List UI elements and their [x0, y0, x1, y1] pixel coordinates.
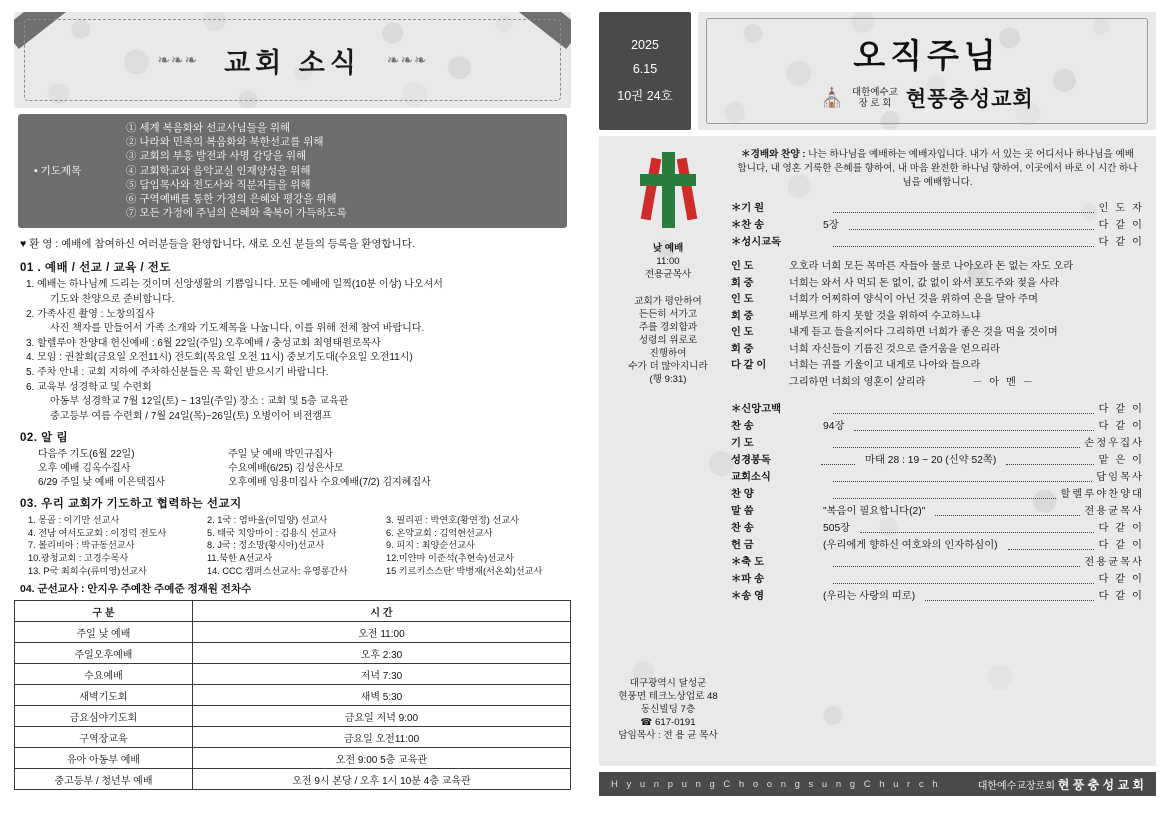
masthead-subline	[820, 83, 1033, 113]
responsive-line-tail	[731, 375, 1144, 392]
order-item-name: 찬 송	[731, 421, 754, 432]
order-item-person: 다 같 이	[1098, 574, 1144, 585]
right-page	[585, 0, 1170, 827]
table-row	[15, 748, 571, 769]
order-item	[731, 452, 1144, 469]
order-item-name: ＊성시교독	[731, 237, 782, 248]
dot-leader	[854, 430, 1094, 431]
dot-leader	[1008, 549, 1095, 550]
responsive-text: 내게 듣고 들을지어다 그리하면 너희가 좋은 것을 먹을 것이며	[789, 327, 1058, 338]
list-item: ③ 교회의 부흥 발전과 사명 감당을 위해	[126, 150, 307, 163]
cell-time: 오전 9:00 5층 교육관	[192, 748, 570, 769]
footer-denomination: 대한예수교장로회	[977, 780, 1055, 792]
dot-leader	[1006, 464, 1094, 465]
left-header-banner	[14, 12, 571, 108]
cell-category: 금요심야기도회	[15, 706, 193, 727]
order-item-name: 찬 양	[731, 489, 754, 500]
order-item-person: 다 같 이	[1098, 220, 1144, 231]
mission-row	[20, 539, 565, 552]
table-row	[15, 664, 571, 685]
order-item-name: ＊신앙고백	[731, 404, 782, 415]
list-item	[20, 381, 565, 395]
list-item-sub: 기도와 찬양으로 준비합니다.	[50, 294, 175, 306]
order-item	[731, 537, 1144, 554]
list-item-text: 예배는 하나님께 드리는 것이며 신앙생활의 기쁨입니다. 모든 예배에 일찍(10분 이상) 나오셔서	[37, 279, 443, 291]
list-item-no: 5.	[26, 366, 35, 378]
dot-leader	[833, 566, 1080, 567]
denomination-line2: 장 로 회	[858, 97, 892, 109]
prayer-topics-label: • 기도제목	[34, 165, 82, 178]
mission-cell: 3. 필리핀 : 박연호(황연정) 선교사	[386, 515, 520, 526]
mission-row	[20, 527, 565, 540]
order-item-person: 다 같 이	[1098, 523, 1144, 534]
order-item-person: 전용균목사	[1084, 557, 1144, 568]
list-item-text: 가족사진 촬영 : 노창의집사	[37, 308, 155, 320]
list-item-sub: 중고등부 여름 수련회 / 7월 24일(목)~26일(토) 오병이어 비전캠프	[50, 410, 332, 422]
responsive-speaker: 회 중	[731, 277, 754, 289]
order-item-person: 인 도 자	[1098, 203, 1144, 214]
church-cross-icon: ⛪	[820, 87, 845, 109]
order-item-person: 다 같 이	[1098, 404, 1144, 415]
table-row	[15, 643, 571, 664]
right-header	[599, 12, 1156, 130]
section-title-worship: 01 . 예배 / 선교 / 교육 / 전도	[20, 262, 172, 275]
footer-english-name: H y u n p u n g C h o o n g s u n g C h u r c h	[611, 778, 941, 790]
order-column	[727, 146, 1144, 756]
responsive-text: 배부르게 하지 못할 것을 위하여 수고하느냐	[789, 310, 981, 322]
list-item: ② 나라와 민족의 복음화와 북한선교를 위해	[126, 136, 324, 149]
dot-leader	[833, 583, 1094, 584]
leaf-ornament-icon: ❧❧❧	[386, 52, 428, 69]
masthead-title: 오직주님	[853, 36, 1001, 74]
order-item-name: ＊축 도	[731, 557, 765, 568]
order-item-detail: 94장	[823, 421, 845, 432]
page-title: 교회 소식	[224, 47, 361, 78]
order-item-name: ＊파 송	[731, 574, 765, 585]
notice-right: 수요예배(6/25) 김성은사모	[228, 462, 344, 474]
denomination-line1: 대한예수교	[852, 86, 898, 98]
responsive-speaker: 인 도	[731, 261, 754, 272]
verse-line: 진행하여	[649, 348, 687, 359]
notice-right: 오후예배 임용미집사 수요예배(7/2) 김지혜집사	[228, 476, 431, 488]
verse-line: 교회가 평안하여	[634, 296, 702, 307]
order-item	[731, 217, 1144, 234]
cell-category: 주일오후예배	[15, 643, 193, 664]
order-item-name: ＊송 영	[731, 591, 765, 602]
cell-category: 유아 아동부 예배	[15, 748, 193, 769]
order-item	[731, 200, 1144, 217]
cell-time: 오전 9시 본당 / 오후 1시 10분 4층 교육관	[192, 769, 570, 790]
service-label: 낮 예배	[652, 243, 684, 254]
order-item-name: 기 도	[731, 438, 754, 449]
praise-note-text: 나는 하나님을 예배하는 예배자입니다. 내가 서 있는 곳 어디서나 하나님을 예배합니다, 내 영혼 거룩한 은혜를 향하여, 내 마음 완전한 하나님 향하여, 이곳에서 바로 이 시간 하나님을 예배합니다.	[737, 149, 1138, 188]
mission-cell: 6. 온약교회 : 김억현선교사	[386, 527, 493, 538]
left-info-column	[609, 146, 727, 756]
table-row	[15, 769, 571, 790]
cell-time: 새벽 5:30	[192, 685, 570, 706]
order-item-name: 성경봉독	[731, 455, 771, 466]
dot-leader	[821, 464, 855, 465]
cell-category: 주일 낮 예배	[15, 622, 193, 643]
responsive-reading	[731, 259, 1144, 391]
list-item-no: 2.	[26, 308, 35, 320]
cell-time: 오후 2:30	[192, 643, 570, 664]
order-item-person: 담임목사	[1096, 472, 1144, 483]
right-footer	[599, 772, 1156, 796]
table-row	[15, 622, 571, 643]
order-item-person: 손정우집사	[1084, 438, 1144, 449]
verse-line: 든든히 서가고	[638, 309, 698, 320]
order-item-person: 다 같 이	[1098, 421, 1144, 432]
issue-year: 2025	[631, 38, 659, 52]
mission-cell: 4. 전남 여서도교회 : 이정덕 전도사	[28, 527, 167, 538]
order-item-detail: (우리에게 향하신 여호와의 인자하심이)	[823, 540, 998, 551]
order-item	[731, 554, 1144, 571]
green-red-cross-icon	[636, 152, 700, 228]
mission-cell: 10.광청교회 : 고경수목사	[28, 552, 129, 563]
responsive-line	[731, 342, 1144, 359]
left-header-frame	[24, 19, 561, 101]
list-item-sub: 아동부 성경학교 7월 12일(토) ~ 13일(주일) 장소 : 교회 및 5층 교육관	[50, 396, 349, 408]
notice-left: 오후 예배 김옥수집사	[38, 462, 131, 474]
notice-left: 6/29 주일 낮 예배 이은택집사	[38, 476, 166, 488]
cell-category: 구역장교육	[15, 727, 193, 748]
address-line: 대구광역시 달성군	[629, 678, 707, 689]
order-item	[731, 435, 1144, 452]
order-item	[731, 234, 1144, 251]
order-item-name: 찬 송	[731, 523, 754, 534]
prayer-topics-box	[18, 114, 567, 228]
responsive-speaker: 인 도	[731, 327, 754, 338]
notice-right: 주일 낮 예배 박민규집사	[228, 449, 333, 461]
order-item-name: 교회소식	[731, 472, 771, 483]
address-line: 현풍면 테크노상업로 48	[618, 691, 718, 702]
section-worship-body	[14, 278, 571, 423]
table-row	[15, 727, 571, 748]
order-item-person: 맡 은 이	[1098, 455, 1144, 466]
notice-row	[20, 476, 565, 490]
mission-cell: 9. 피지 : 최양순선교사	[386, 540, 475, 551]
list-item	[20, 278, 565, 292]
notice-left: 다음주 기도(6월 22일)	[38, 449, 135, 461]
section-missions-body	[14, 514, 571, 577]
mission-cell: 12.미얀마 이준석(추현숙)선교사	[386, 552, 514, 563]
section-notice-body	[14, 448, 571, 489]
responsive-line	[731, 292, 1144, 309]
responsive-text: 너희는 와서 사 먹되 돈 없이, 값 없이 와서 포도주와 젖을 사라	[789, 277, 1060, 289]
verse-reference: (행 9:31)	[649, 374, 687, 385]
dot-leader	[925, 600, 1094, 601]
table-header-row	[15, 601, 571, 622]
responsive-line	[731, 309, 1144, 326]
responsive-text: 너희 자신들이 기름진 것으로 즐거움을 얻으리라	[789, 343, 1000, 355]
table-row	[15, 685, 571, 706]
footer-korean-name	[978, 776, 1144, 793]
mission-cell: 13. P국 최희수(류미영)선교사	[28, 565, 147, 576]
cell-time: 금요일 저녁 9:00	[192, 706, 570, 727]
church-name: 현풍충성교회	[905, 87, 1034, 111]
column-header-category: 구 분	[15, 601, 193, 622]
theme-verse	[628, 295, 707, 386]
list-item-no: 3.	[26, 337, 35, 349]
order-item-person: 다 같 이	[1098, 540, 1144, 551]
mission-cell: 5. 태국 치앙마이 : 김용식 선교사	[207, 527, 337, 538]
service-schedule-table	[14, 600, 571, 790]
order-item	[731, 503, 1144, 520]
responsive-line	[731, 259, 1144, 276]
list-item-sub: 사진 책자를 만들어서 가족 소개와 기도제목을 나눕니다, 이를 위해 전체 참여 바랍니다.	[50, 323, 425, 335]
masthead	[698, 12, 1156, 130]
cell-time: 저녁 7:30	[192, 664, 570, 685]
order-item-person: 할렐루야찬양대	[1060, 489, 1144, 500]
responsive-text: 너희는 귀를 기울이고 내게로 나아와 들으라	[789, 360, 981, 371]
prayer-topics-list	[122, 121, 559, 220]
order-item	[731, 469, 1144, 486]
order-item-detail: 마태 28 : 19 ~ 20 (신약 52쪽)	[865, 455, 997, 466]
list-item-text: 교육부 성경학교 및 수련회	[37, 381, 152, 393]
order-item	[731, 486, 1144, 503]
church-address	[618, 677, 717, 742]
mission-cell: 7. 볼리비아 : 박규동선교사	[28, 540, 135, 551]
praise-and-worship-note	[737, 148, 1138, 190]
denomination-label	[852, 87, 898, 109]
list-item	[20, 351, 565, 365]
cell-time: 금요일 오전11:00	[192, 727, 570, 748]
dot-leader	[849, 229, 1095, 230]
cell-category: 중고등부 / 청년부 예배	[15, 769, 193, 790]
dot-leader	[833, 246, 1094, 247]
list-item: ⑦ 모든 가정에 주님의 은혜와 축복이 가득하도록	[126, 207, 347, 220]
service-time: 11:00	[656, 256, 680, 267]
dot-leader	[833, 481, 1092, 482]
verse-line: 주를 경외함과	[638, 322, 698, 333]
order-item-person: 다 같 이	[1098, 591, 1144, 602]
mission-cell: 15 키르키스스탄' 박병재(서온회)선교사	[386, 565, 543, 576]
dot-leader	[833, 498, 1056, 499]
order-of-service-list	[731, 401, 1144, 605]
section-title-military-missionaries: 04. 군선교사 : 안지우 주예찬 주예준 정재원 전차수	[20, 583, 252, 596]
notice-row	[20, 448, 565, 462]
mission-cell: 8. J국 : 정소망(황시아)선교사	[207, 540, 325, 551]
section-title-missions: 03. 우리 교회가 기도하고 협력하는 선교지	[20, 498, 242, 511]
praise-note-lead: ＊경배와 찬양 :	[740, 149, 806, 160]
responsive-speaker: 인 도	[731, 294, 754, 305]
mission-cell: 14. CCC 캠퍼스선교사: 유영롱간사	[207, 565, 348, 576]
list-item-no: 4.	[26, 352, 35, 364]
list-item: ⑥ 구역예배를 통한 가정의 은혜와 평강을 위해	[126, 193, 337, 206]
order-item	[731, 520, 1144, 537]
list-item-no: 6.	[26, 381, 35, 393]
welcome-text: ♥ 환 영 : 예배에 참여하신 여러분들을 환영합니다, 새로 오신 분들의 등록을 환영합니다.	[20, 238, 415, 251]
list-item	[20, 366, 565, 380]
order-item-name: ＊기 원	[731, 203, 765, 214]
issue-day: 6.15	[632, 62, 658, 76]
order-of-worship-panel	[599, 136, 1156, 766]
verse-line: 성령의 위로로	[638, 335, 698, 346]
dot-leader	[833, 212, 1094, 213]
mission-cell: 11.북한 A선교사	[207, 552, 273, 563]
cell-category: 새벽기도회	[15, 685, 193, 706]
responsive-text: 오호라 너희 모든 목마른 자들아 물로 나아오라 돈 없는 자도 오라	[789, 261, 1074, 272]
mission-cell: 1. 몽골 : 이기만 선교사	[28, 515, 120, 526]
responsive-speaker: 다 같 이	[731, 360, 767, 371]
mission-row	[20, 565, 565, 578]
issue-number: 10권 24호	[617, 89, 673, 103]
responsive-line	[731, 276, 1144, 293]
list-item: ① 세계 복음화와 선교사님들을 위해	[126, 122, 291, 134]
footer-church-name: 현 풍 충 성 교 회	[1057, 777, 1144, 792]
list-item-text: 모임 : 권찰회(금요일 오전11시) 전도회(목요일 오전 11시) 중보기도대(수요일 오전11시)	[37, 352, 413, 364]
cell-category: 수요예배	[15, 664, 193, 685]
verse-line: 수가 더 많아지니라	[628, 361, 708, 372]
issue-date-block	[599, 12, 691, 130]
mission-row	[20, 552, 565, 565]
table-row	[15, 706, 571, 727]
mission-row	[20, 514, 565, 527]
service-info	[645, 242, 691, 281]
responsive-line	[731, 325, 1144, 342]
order-item-detail: 5장	[823, 220, 839, 231]
order-item-person: 전용균목사	[1084, 506, 1144, 517]
list-item	[20, 308, 565, 322]
dot-leader	[833, 447, 1080, 448]
list-item-no: 1.	[26, 279, 35, 291]
order-item-person: 다 같 이	[1098, 237, 1144, 248]
cell-time: 오전 11:00	[192, 622, 570, 643]
sermon-title: "복음이 필요합니다(2)"	[823, 506, 926, 517]
responsive-speaker: 회 중	[731, 310, 754, 322]
order-item-name: 헌 금	[731, 540, 754, 551]
amen-text: － 아 멘 －	[972, 376, 1035, 388]
responsive-speaker: 회 중	[731, 343, 754, 355]
list-item-text: 할렐루야 찬양대 헌신예배 : 6월 22일(주일) 오후예배 / 충성교회 최영태원로목사	[37, 337, 381, 349]
leaf-ornament-icon: ❧❧❧	[157, 52, 199, 69]
dot-leader	[860, 532, 1094, 533]
order-item	[731, 401, 1144, 418]
notice-row	[20, 462, 565, 476]
address-line: 동신빌딩 7층	[640, 704, 696, 715]
mission-cell: 2. 1국 : 엄바울(이밀양) 선교사	[207, 515, 328, 526]
order-item-name: 말 씀	[731, 506, 754, 517]
masthead-frame	[706, 18, 1148, 124]
phone-number: ☎ 617-0191	[640, 717, 696, 728]
list-item-text: 주차 안내 : 교회 지하에 주차하신분들은 꼭 확인 받으시기 바랍니다.	[37, 366, 329, 378]
order-item-detail: 505장	[823, 523, 851, 534]
responsive-line	[731, 358, 1144, 375]
order-item	[731, 571, 1144, 588]
order-item	[731, 588, 1144, 605]
section-title-notice: 02. 알 림	[20, 432, 69, 445]
service-pastor: 전용균목사	[644, 269, 692, 280]
list-item: ④ 교회학교와 음악교실 인재양성을 위해	[126, 164, 311, 177]
list-item	[20, 337, 565, 351]
dot-leader	[935, 515, 1080, 516]
dot-leader	[833, 413, 1094, 414]
order-item-name: ＊찬 송	[731, 220, 765, 231]
responsive-text: 너희가 어찌하여 양식이 아닌 것을 위하여 은을 달아 주며	[789, 294, 1038, 305]
order-item-detail: (우리는 사랑의 띠로)	[823, 591, 916, 602]
senior-pastor: 담임목사 : 전 용 균 목사	[618, 730, 718, 741]
order-item	[731, 418, 1144, 435]
responsive-tail-text: 그리하면 너희의 영혼이 살리라	[789, 376, 926, 388]
list-item: ⑤ 담임목사와 전도사와 직분자들을 위해	[126, 178, 311, 191]
column-header-time: 시 간	[192, 601, 570, 622]
